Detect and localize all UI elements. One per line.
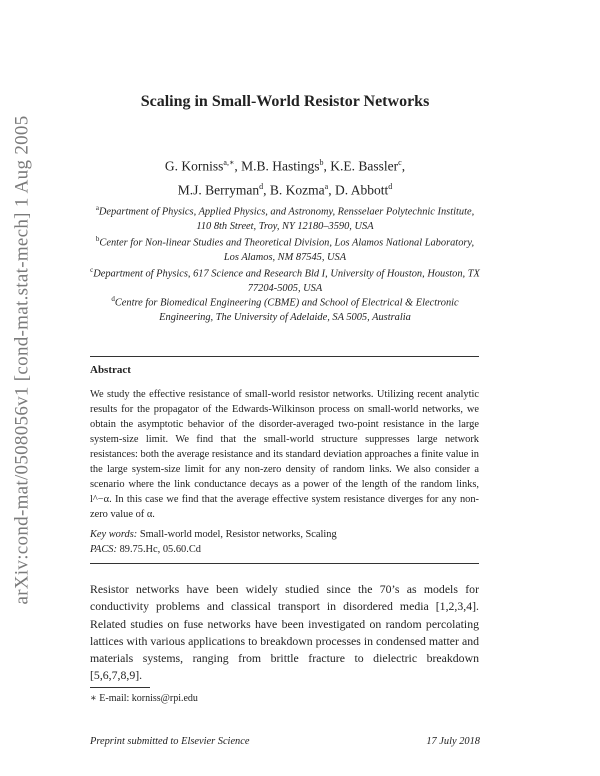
author-mark: a xyxy=(324,181,329,191)
abstract-top-rule xyxy=(90,356,479,357)
author-name: G. Korniss xyxy=(164,158,224,174)
abstract-heading: Abstract xyxy=(90,364,131,376)
affiliation-a xyxy=(90,201,480,234)
author-mark: a,∗ xyxy=(223,158,235,167)
footer-preprint-note: Preprint submitted to Elsevier Science xyxy=(90,736,250,747)
author-mark: d xyxy=(388,181,393,191)
intro-paragraph: Resistor networks have been widely studied since the 70’s as models for conductivity problems and classical transport in disordered media [1,2,3,4]. Related studies on fuse networks have been investigated on random percolating lattices with various applications to breakdown processes in condensed matter and materials systems, ranging from brittle fracture to dielectric breakdown [5,6,7,8,9]. xyxy=(90,582,479,683)
footnote-rule xyxy=(90,687,150,688)
arxiv-identifier-text: arXiv:cond-mat/0508056v1 [cond-mat.stat-mech] 1 Aug 2005 xyxy=(12,115,33,605)
author-name: K.E. Bassler xyxy=(330,158,399,174)
author-list xyxy=(90,153,480,200)
affiliation-text: Department of Physics, Applied Physics, and Astronomy, Rensselaer Polytechnic Institute, 110 8th Street, Troy, NY 12180–3590, USA xyxy=(98,206,475,233)
keywords-label: Key words: xyxy=(90,529,138,540)
author-name: D. Abbott xyxy=(334,182,389,197)
affiliation-mark: a xyxy=(95,204,99,212)
author-line-1: G. Korniss$^{a,∗}$, M.B. Hastings$^b$, K.E. Bassler$^c$, xyxy=(164,158,406,174)
pacs-line xyxy=(90,542,479,557)
affiliation-b xyxy=(90,232,480,265)
keywords-line xyxy=(90,527,479,542)
affiliation-mark: b xyxy=(95,235,100,243)
author-mark: d xyxy=(259,181,264,191)
footnote-email: ∗ E-mail: korniss@rpi.edu xyxy=(90,693,198,704)
keywords-block xyxy=(90,527,479,557)
author-name: B. Kozma xyxy=(269,182,325,197)
affiliation-text: Centre for Biomedical Engineering (CBME) and School of Electrical & Electronic Engineering, The University of Adelaide, SA 5005, Australia xyxy=(114,297,459,324)
pacs-value: 89.75.Hc, 05.60.Cd xyxy=(119,544,201,555)
affiliation-d xyxy=(90,292,480,325)
affiliation-mark: c xyxy=(90,266,94,274)
keywords-value: Small-world model, Resistor networks, Scaling xyxy=(139,529,337,540)
paper-title: Scaling in Small-World Resistor Networks xyxy=(140,93,430,110)
abstract-bottom-rule xyxy=(90,563,479,564)
author-name: M.B. Hastings xyxy=(241,158,320,174)
author-name: M.J. Berryman xyxy=(177,182,260,197)
affiliation-text: Center for Non-linear Studies and Theoretical Division, Los Alamos National Laboratory, Los Alamos, NM 87545, USA xyxy=(99,237,475,264)
affiliation-text: Department of Physics, 617 Science and Research Bld I, University of Houston, Houston, TX 77204-5005, USA xyxy=(93,268,480,295)
author-line-2: M.J. Berryman$^d$, B. Kozma$^a$, D. Abbott$^d$ xyxy=(177,181,393,197)
affiliation-mark: d xyxy=(111,295,115,303)
author-mark: c xyxy=(398,158,402,167)
footer-date: 17 July 2018 xyxy=(426,736,480,747)
pacs-label: PACS: xyxy=(90,544,117,555)
author-mark: b xyxy=(319,158,324,167)
arxiv-identifier xyxy=(8,110,38,610)
abstract-text: We study the effective resistance of small-world resistor networks. Utilizing recent analytic results for the propagator of the Edwards-Wilkinson process on small-world networks, we obtain the asymptotic behavior of the disorder-averaged two-point resistance in the large system-size limit. We find that the small-world structure suppresses large network resistances: both the average resistance and its standard deviation approaches a finite value in the large system-size limit for any non-zero density of random links. We also consider a scenario where the link conductance decays as a power of the length of the random links, l^−α. In this case we find that the average effective system resistance diverges for any non-zero value of α. xyxy=(90,389,479,520)
